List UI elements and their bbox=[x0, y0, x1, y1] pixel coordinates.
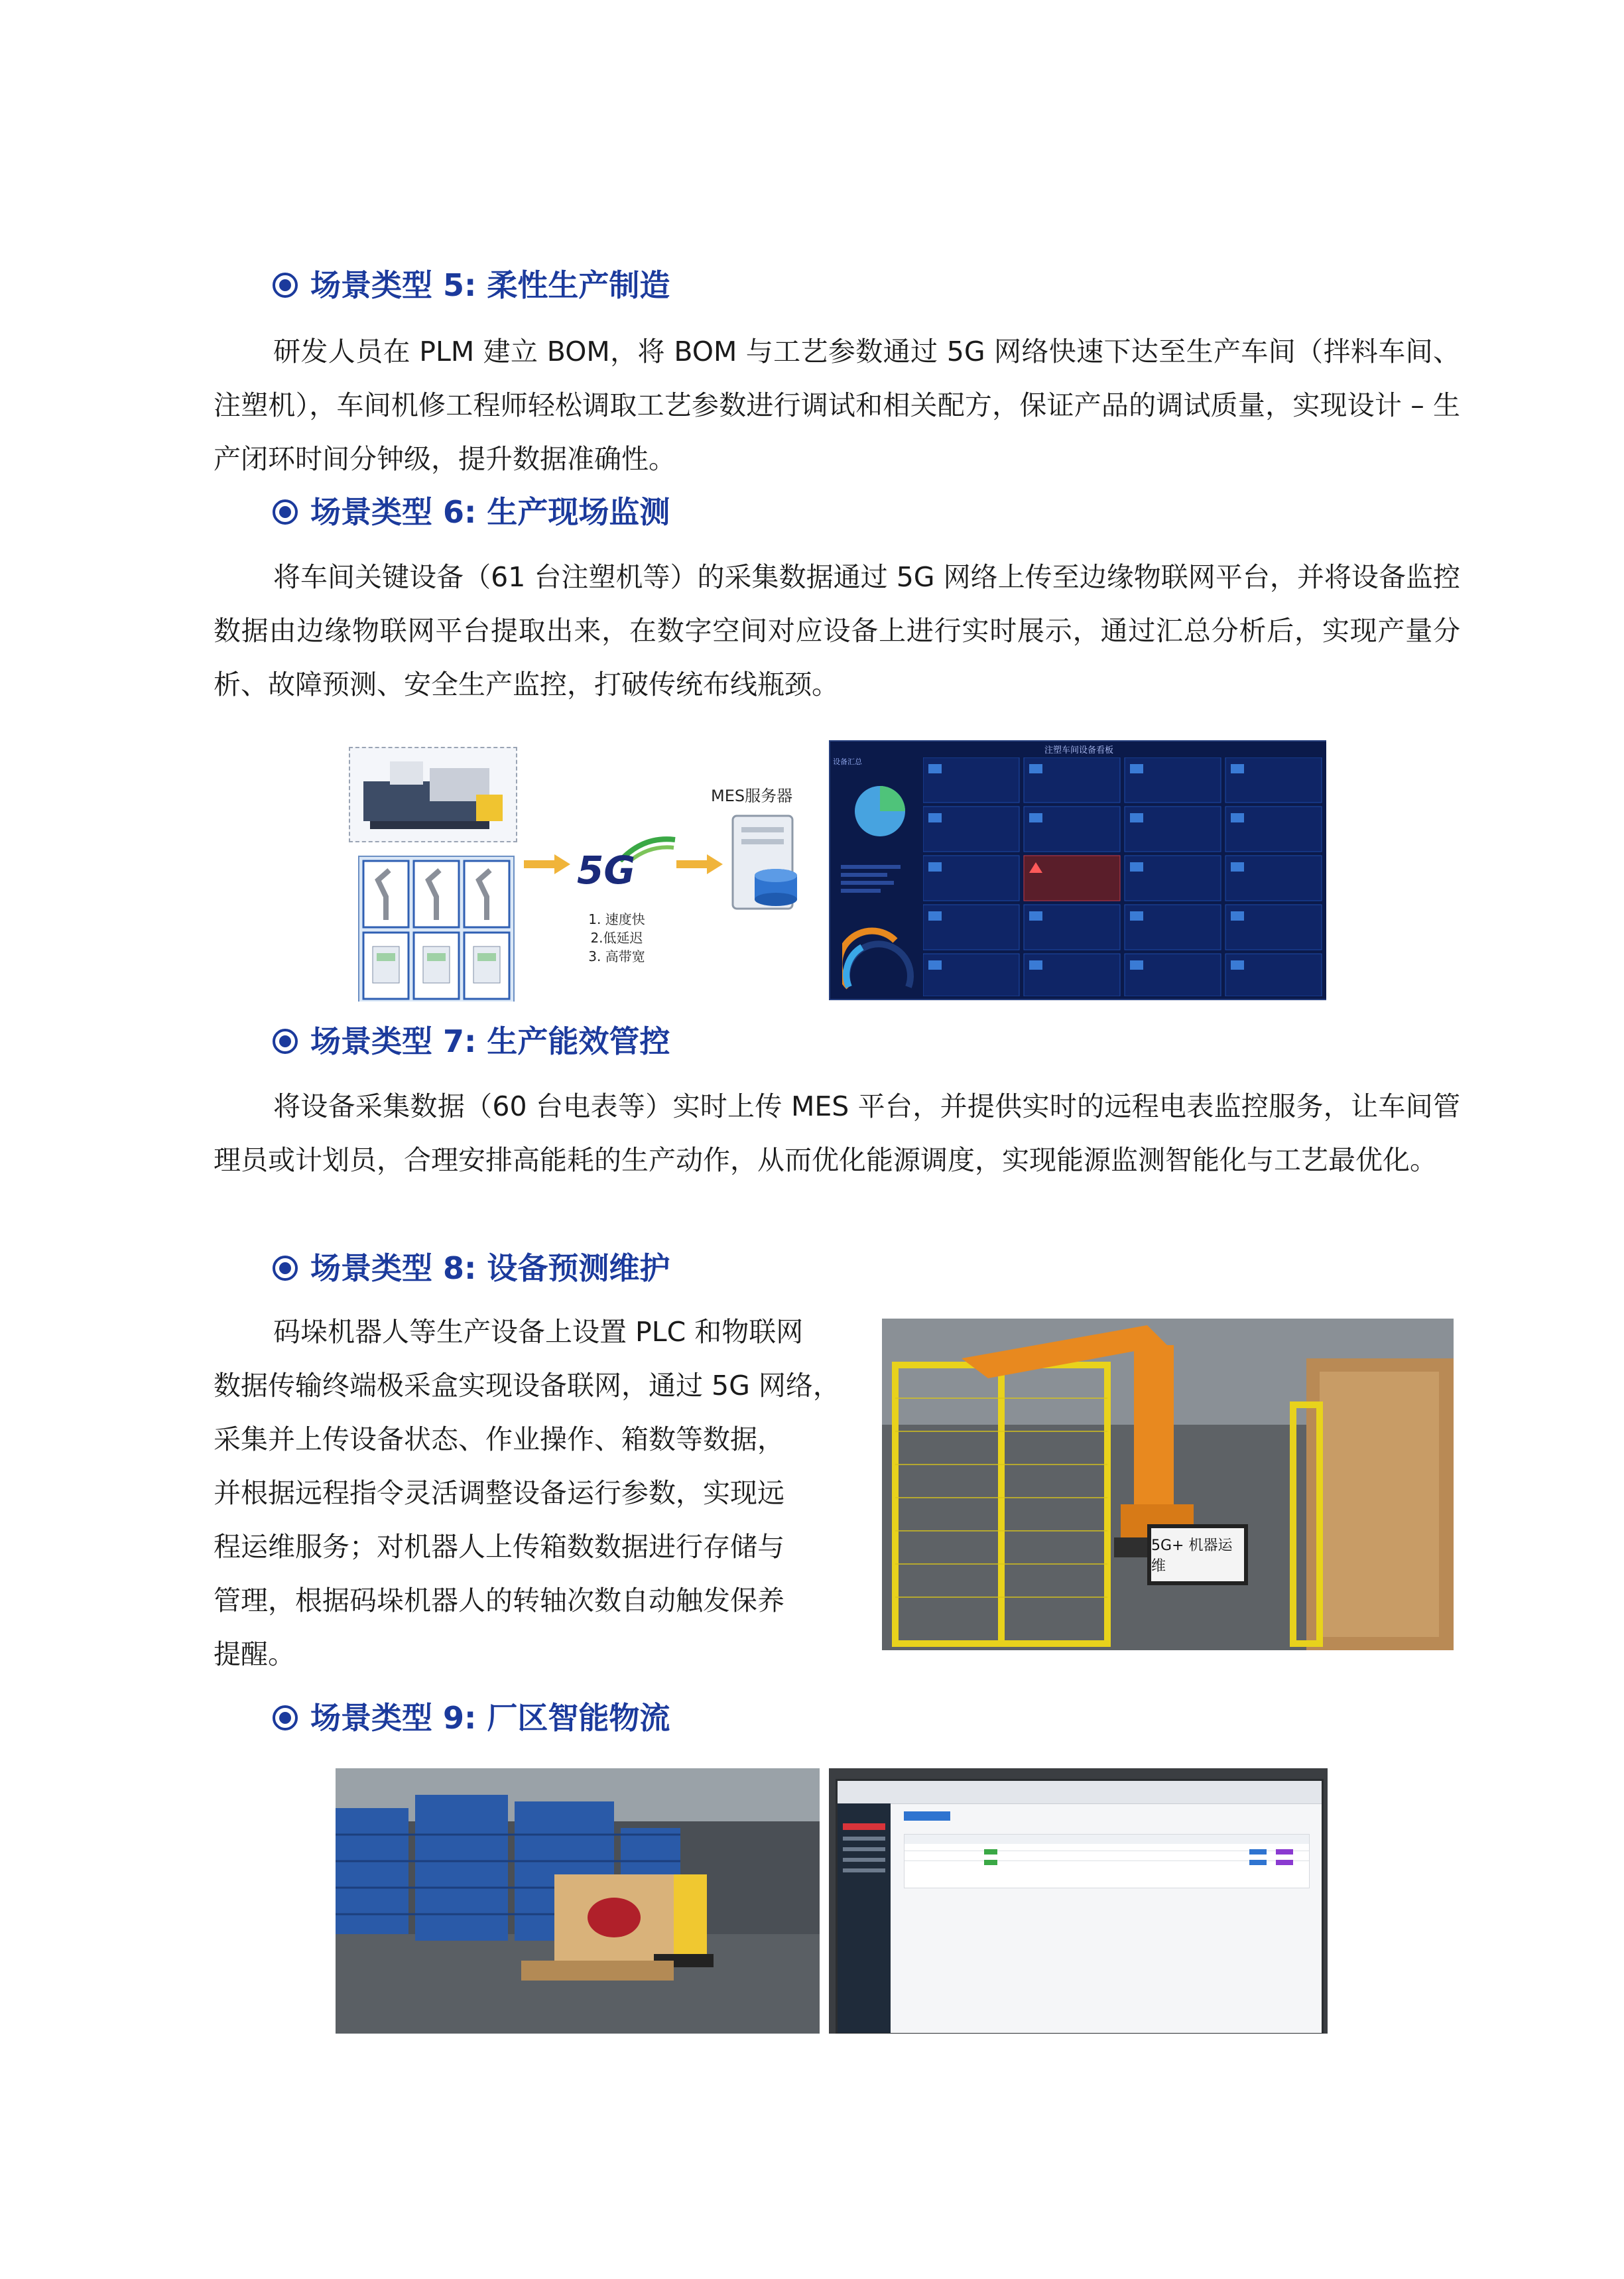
logistics-system-photo bbox=[829, 1768, 1328, 2034]
section-heading-text: 场景类型 8: 设备预测维护 bbox=[310, 1250, 670, 1286]
feature-item: 3. 高带宽 bbox=[588, 948, 645, 964]
device-dashboard-screenshot bbox=[829, 740, 1326, 1000]
system-sidebar bbox=[838, 1803, 891, 2033]
dashboard-side-title: 设备汇总 bbox=[833, 757, 862, 766]
robot-screen bbox=[1147, 1524, 1248, 1585]
target-bullet-icon bbox=[272, 1255, 298, 1281]
system-table bbox=[904, 1834, 1310, 1888]
warehouse-agv-photo bbox=[336, 1768, 820, 2034]
target-bullet-icon bbox=[272, 272, 298, 298]
body-line: 程运维服务；对机器人上传箱数数据进行存储与 bbox=[214, 1531, 784, 1563]
summary-stats bbox=[841, 861, 914, 914]
section-body-8 bbox=[214, 1305, 863, 1681]
target-bullet-icon bbox=[272, 1705, 298, 1731]
section-heading-6 bbox=[272, 492, 670, 532]
body-line: 采集并上传设备状态、作业操作、箱数等数据， bbox=[214, 1423, 784, 1455]
injection-machine-image bbox=[349, 747, 517, 842]
figure-5g-monitoring bbox=[345, 736, 1326, 1002]
arrow-right-icon bbox=[676, 854, 723, 874]
5g-label: 5G bbox=[577, 848, 635, 893]
dashboard-title: 注塑车间设备看板 bbox=[1044, 746, 1113, 755]
5g-logo bbox=[577, 836, 676, 893]
palletizing-robot-photo bbox=[882, 1319, 1454, 1650]
section-heading-9 bbox=[272, 1698, 670, 1738]
gauge-icon bbox=[842, 927, 915, 994]
5g-features bbox=[570, 910, 663, 966]
section-heading-7 bbox=[272, 1021, 670, 1061]
section-heading-text: 场景类型 9: 厂区智能物流 bbox=[310, 1700, 670, 1736]
robot-screen-text: 5G+ 机器运维 bbox=[1151, 1537, 1233, 1575]
section-body-5: 研发人员在 PLM 建立 BOM，将 BOM 与工艺参数通过 5G 网络快速下达至生产车间（拌料车间、注塑机），车间机修工程师轻松调取工艺参数进行调试和相关配方，保证产品的调试质量，实现设计 – 生产闭环时间分钟级，提升数据准确性。 bbox=[214, 336, 1460, 475]
target-bullet-icon bbox=[272, 499, 298, 525]
section-body-7: 将设备采集数据（60 台电表等）实时上传 MES 平台，并提供实时的远程电表监控服务，让车间管理员或计划员，合理安排高能耗的生产动作，从而优化能源调度，实现能源监测智能化与工艺最优化。 bbox=[214, 1090, 1460, 1176]
section-heading-8 bbox=[272, 1248, 670, 1288]
arrow-right-icon bbox=[524, 854, 570, 874]
feature-item: 1. 速度快 bbox=[588, 911, 645, 927]
mes-server-label: MES服务器 bbox=[711, 787, 793, 805]
body-line: 数据传输终端极采盒实现设备联网，通过 5G 网络， bbox=[214, 1370, 840, 1401]
section-heading-text: 场景类型 5: 柔性生产制造 bbox=[310, 267, 670, 303]
device-tile-grid bbox=[923, 757, 1324, 996]
server-icon bbox=[729, 813, 802, 912]
body-line: 管理，根据码垛机器人的转轴次数自动触发保养 bbox=[214, 1585, 784, 1616]
body-line: 提醒。 bbox=[214, 1638, 295, 1670]
body-line: 并根据远程指令灵活调整设备运行参数，实现远 bbox=[214, 1477, 784, 1509]
pie-chart-icon bbox=[850, 781, 910, 841]
section-heading-text: 场景类型 7: 生产能效管控 bbox=[310, 1023, 670, 1059]
section-heading-text: 场景类型 6: 生产现场监测 bbox=[310, 494, 670, 530]
robot-meter-grid-image bbox=[358, 856, 515, 1002]
body-line: 码垛机器人等生产设备上设置 PLC 和物联网 bbox=[273, 1316, 804, 1348]
feature-item: 2.低延迟 bbox=[590, 930, 643, 946]
target-bullet-icon bbox=[272, 1028, 298, 1055]
section-body-6: 将车间关键设备（61 台注塑机等）的采集数据通过 5G 网络上传至边缘物联网平台，并将设备监控数据由边缘物联网平台提取出来，在数字空间对应设备上进行实时展示，通过汇总分析后，实现产量分析、故障预测、安全生产监控，打破传统布线瓶颈。 bbox=[214, 561, 1460, 700]
system-screen bbox=[836, 1779, 1324, 2034]
section-heading-5 bbox=[272, 265, 670, 305]
